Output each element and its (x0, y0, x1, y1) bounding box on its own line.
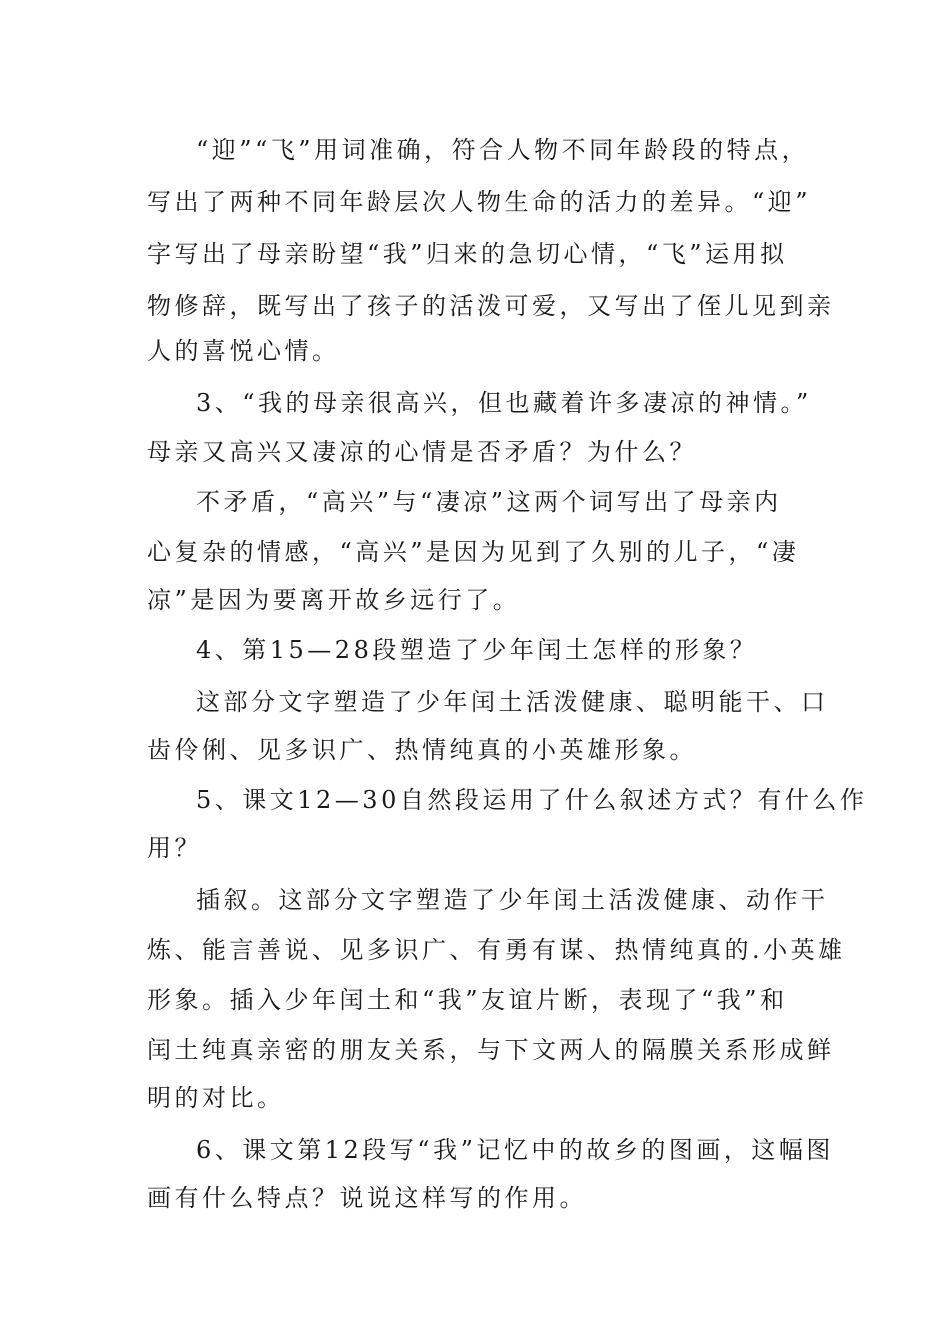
text-line: “迎”“飞”用词准确，符合人物不同年龄段的特点， (196, 136, 810, 164)
question-line: 母亲又高兴又凄凉的心情是否矛盾？为什么？ (147, 438, 697, 466)
answer-line: 闰土纯真亲密的朋友关系，与下文两人的隔膜关系形成鲜 (147, 1036, 835, 1064)
answer-line: 不矛盾，“高兴”与“凄凉”这两个词写出了母亲内 (196, 488, 782, 516)
text-line: 写出了两种不同年龄层次人物生命的活力的差异。“迎” (147, 188, 812, 216)
answer-line: 明的对比。 (147, 1084, 285, 1112)
question-line: 用？ (147, 834, 202, 862)
question-line: 画有什么特点？说说这样写的作用。 (147, 1184, 587, 1212)
answer-line: 插叙。这部分文字塑造了少年闰土活泼健康、动作干 (196, 886, 829, 914)
question-line: 5、课文12—30自然段运用了什么叙述方式？有什么作 (196, 786, 868, 814)
text-line: 字写出了母亲盼望“我”归来的急切心情，“飞”运用拟 (147, 240, 788, 268)
answer-line: 形象。插入少年闰土和“我”友谊片断，表现了“我”和 (147, 986, 788, 1014)
question-line: 3、“我的母亲很高兴，但也藏着许多凄凉的神情。” (196, 389, 812, 417)
answer-line: 炼、能言善说、见多识广、有勇有谋、热情纯真的.小英雄 (147, 936, 846, 964)
answer-line: 这部分文字塑造了少年闰土活泼健康、聪明能干、口 (196, 688, 829, 716)
text-line: 人的喜悦心情。 (147, 337, 340, 365)
question-line: 6、课文第12段写“我”记忆中的故乡的图画，这幅图 (196, 1136, 834, 1164)
question-line: 4、第15—28段塑造了少年闰土怎样的形象？ (196, 636, 758, 664)
answer-line: 齿伶俐、见多识广、热情纯真的小英雄形象。 (147, 736, 697, 764)
answer-line: 凉”是因为要离开故乡远行了。 (147, 586, 521, 614)
text-line: 物修辞，既写出了孩子的活泼可爱，又写出了侄儿见到亲 (147, 292, 835, 320)
answer-line: 心复杂的情感，“高兴”是因为见到了久别的儿子，“凄 (147, 538, 800, 566)
